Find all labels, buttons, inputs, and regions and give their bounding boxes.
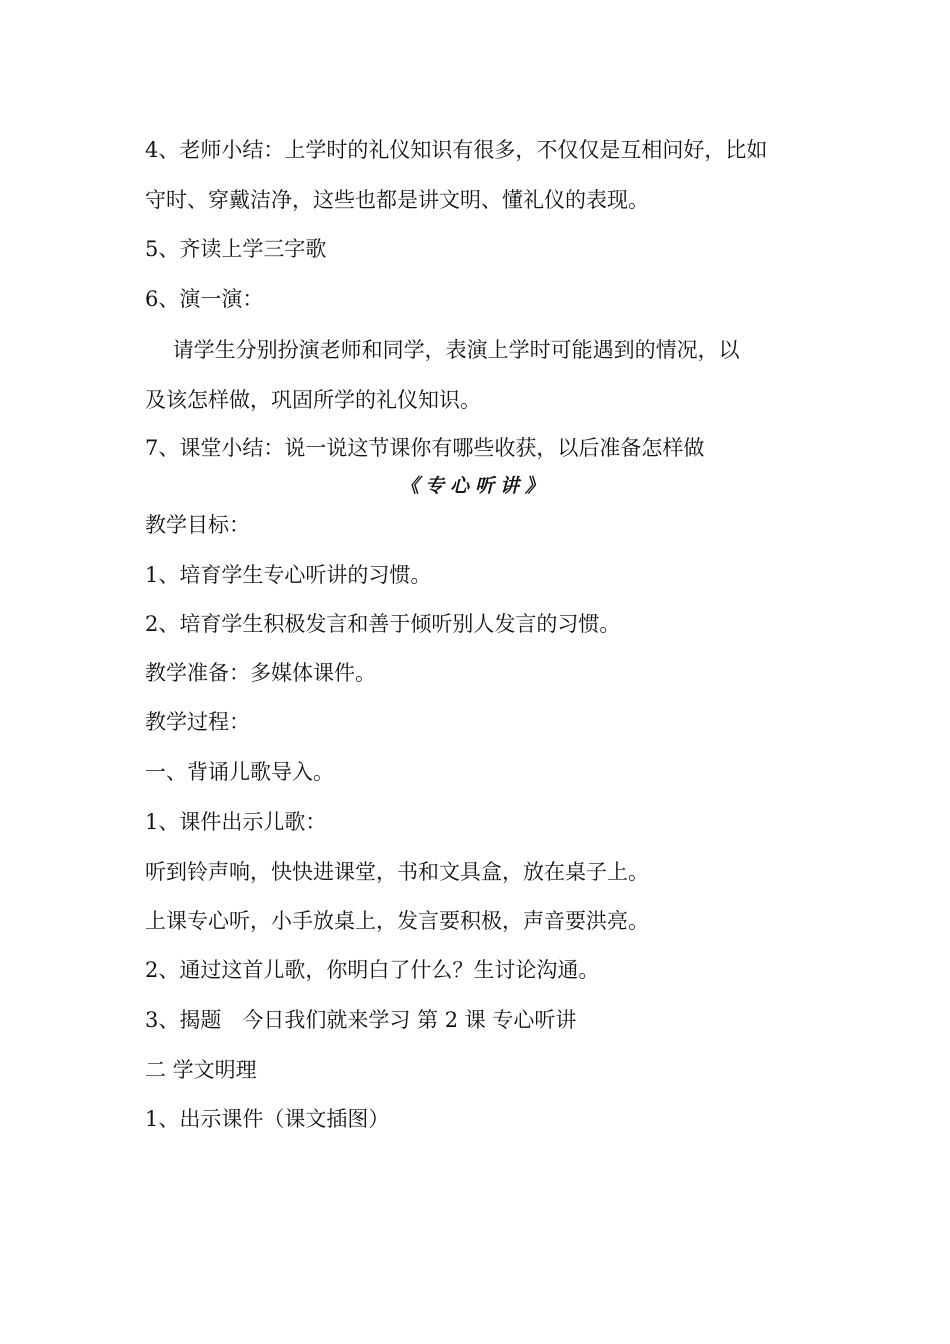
paragraph-line: 6、演一演： [145, 287, 264, 311]
paragraph-line: 请学生分别扮演老师和同学，表演上学时可能遇到的情况，以 [145, 338, 740, 362]
paragraph-line: 二 学文明理 [145, 1058, 257, 1082]
paragraph-line: 4、老师小结：上学时的礼仪知识有很多，不仅仅是互相问好，比如 [145, 138, 768, 162]
paragraph-line: 1、出示课件（课文插图） [145, 1107, 390, 1131]
paragraph-line: 教学准备：多媒体课件。 [145, 661, 376, 685]
paragraph-line: 听到铃声响，快快进课堂，书和文具盒，放在桌子上。 [145, 860, 649, 884]
paragraph-line: 7、课堂小结：说一说这节课你有哪些收获，以后准备怎样做 [145, 436, 705, 460]
paragraph-line: 教学目标： [145, 513, 250, 537]
paragraph-line: 2、培育学生积极发言和善于倾听别人发言的习惯。 [145, 612, 621, 636]
paragraph-line: 守时、穿戴洁净，这些也都是讲文明、懂礼仪的表现。 [145, 188, 649, 212]
paragraph-line: 1、培育学生专心听讲的习惯。 [145, 563, 432, 587]
paragraph-line: 3、揭题 今日我们就来学习 第 2 课 专心听讲 [145, 1008, 577, 1032]
paragraph-line: 上课专心听，小手放桌上，发言要积极，声音要洪亮。 [145, 909, 649, 933]
paragraph-line: 2、通过这首儿歌，你明白了什么？生讨论沟通。 [145, 958, 600, 982]
paragraph-line: 5、齐读上学三字歌 [145, 237, 327, 261]
paragraph-line: 教学过程： [145, 710, 250, 734]
paragraph-line: 及该怎样做，巩固所学的礼仪知识。 [145, 388, 481, 412]
section-title: 《专心听讲》 [399, 475, 550, 497]
paragraph-line: 一、背诵儿歌导入。 [145, 760, 334, 784]
paragraph-line: 1、课件出示儿歌： [145, 810, 327, 834]
